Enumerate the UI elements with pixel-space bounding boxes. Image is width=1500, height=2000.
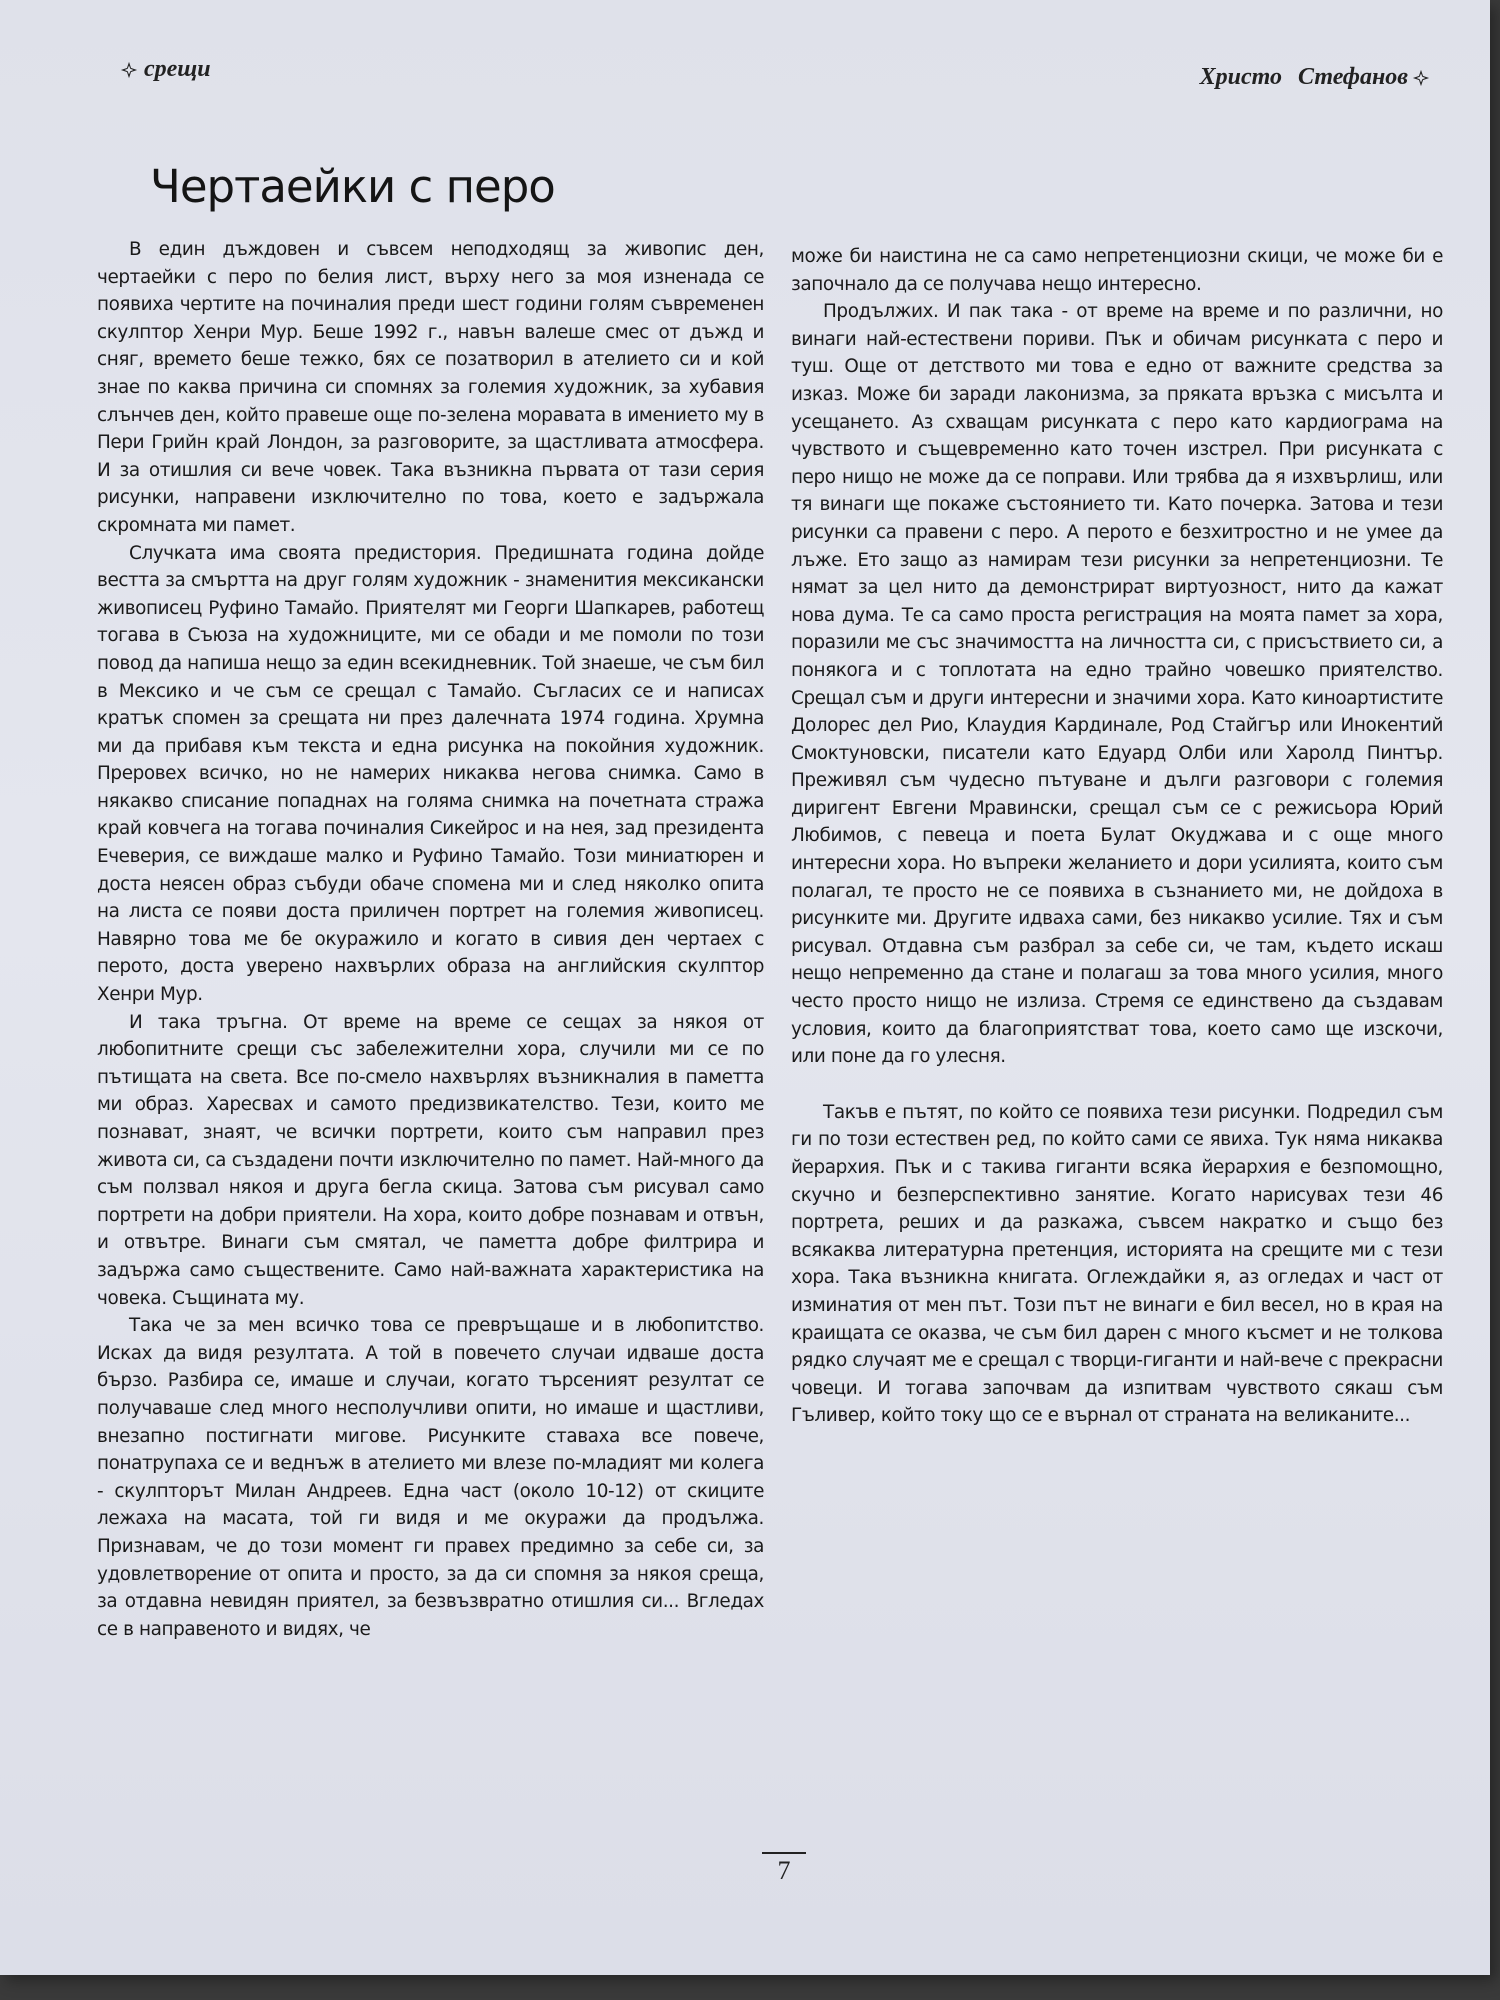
article-title: Чертаейки с перо (150, 160, 555, 213)
text-column-right (791, 243, 1443, 1430)
text-column-left (97, 236, 764, 1643)
section-label: срещи (144, 56, 211, 82)
running-header-author (1200, 64, 1430, 91)
paragraph: И така тръгна. От време на време се сещах за някоя от любопитните срещи със забележителни хора, случили ми се по пътищата на света. Все по-смело нахвърлях възникналия в паметта ми образ. Харесвах и самото предизвикателство. Тези, които ме познават, знаят, че всички портрети, които съм направил през живота си, са създадени почти изключително по памет. Най-много да съм ползвал някоя и друга бегла скица. Затова съм рисувал само портрети на добри приятели. На хора, които добре познавам и отвън, и отвътре. Винаги съм смятал, че паметта добре филтрира и задържа само съществените. Само най-важната характеристика на човека. Същината му. (97, 1011, 764, 1309)
diamond-ornament-icon (1412, 69, 1430, 87)
paragraph: В един дъждовен и съвсем неподходящ за живопис ден, чертаейки с перо по белия лист, върху него за моя изненада се появиха чертите на починалия преди шест години голям съвременен скулптор Хенри Мур. Беше 1992 г., навън валеше смес от дъжд и сняг, времето беше тежко, бях се позатворил в ателието си и кой знае по каква причина си спомнях за големия художник, за хубавия слънчев ден, който правеше още по-зелена моравата в имението му в Пери Грийн край Лондон, за разговорите, за щастливата атмосфера. И за отишлия си вече човек. Така възникна първата от тази серия рисунки, направени изключително по това, което е задържала скромната ми памет. (97, 239, 764, 536)
author-name: Христо Стефанов (1199, 64, 1408, 90)
paragraph: Случката има своята предистория. Предишната година дойде вестта за смъртта на друг голям художник - знаменития мексикански живописец Руфино Тамайо. Приятелят ми Георги Шапкарев, работещ тогава в Съюза на художниците, ми се обади и ме помоли по този повод да напиша нещо за един всекидневник. Той знаеше, че съм бил в Мексико и че съм се срещал с Тамайо. Съгласих се и написах кратък спомен за срещата ни през далечната 1974 година. Хрумна ми да прибавя към текста и една рисунка на покойния художник. Преровех всичко, но не намерих никаква негова снимка. Само в някакво списание попаднах на голяма снимка на почетната стража край ковчега на тогава починалия Сикейрос и на нея, зад президента Ечеверия, се виждаше малко и Руфино Тамайо. Този миниатюрен и доста неясен образ събуди обаче спомена ми и след няколко опита на листа се появи доста приличен портрет на големия живописец. Навярно това ме бе окуражило и когато в сивия ден чертаех с перото, доста уверено нахвърлих образа на английския скулптор Хенри Мур. (97, 542, 764, 1006)
diamond-ornament-icon (120, 61, 138, 79)
paragraph: Такъв е пътят, по който се появиха тези рисунки. Подредил съм ги по този естествен ред, по който сами се явиха. Тук няма никаква йерархия. Пък и с такива гиганти всяка йерархия е безпомощно, скучно и безперспективно занятие. Когато нарисувах тези 46 портрета, реших и да разкажа, съвсем накратко и също без всякаква литературна претенция, историята на срещите ми с тези хора. Така възникна книгата. Оглеждайки я, аз огледах и част от изминатия от мен път. Този път не винаги е бил весел, но в края на краищата се оказва, че съм бил дарен с много късмет и не толкова рядко случаят ме е срещал с творци-гиганти и най-вече с прекрасни човеци. И тогава започвам да изпитвам чувството сякаш съм Гъливер, който току що се е върнал от страната на великаните... (791, 1101, 1443, 1427)
paragraph: Продължих. И пак така - от време на време и по различни, но винаги най-естествени пориви. Пък и обичам рисунката с перо и туш. Още от детството ми това е едно от важните средства за изказ. Може би заради лаконизма, за пряката връзка с мисълта и усещането. Аз схващам рисунката с перо като кардиограма на чувството и същевременно като точен изстрел. При рисунката с перо нищо не може да се поправи. Или трябва да я изхвърлиш, или тя винаги ще покаже състоянието ти. Като почерка. Затова и тези рисунки са правени с перо. А перото е безхитростно и не умее да лъже. Ето защо аз намирам тези рисунки за непретенциозни. Те нямат за цел нито да демонстрират виртуозност, нито да кажат нова дума. Те са само проста регистрация на моята памет за хора, поразили ме със значимостта на личността си, с присъствието си, а понякога и с топлотата на едно трайно човешко приятелство. Срещал съм и други интересни и значими хора. Като киноартистите Долорес дел Рио, Клаудия Кардинале, Род Стайгър или Инокентий Смоктуновски, писатели като Едуард Олби или Харолд Пинтър. Преживял съм чудесно пътуване и дълги разговори с големия диригент Евгени Мравински, срещал съм се с режисьора Юрий Любимов, с певеца и поета Булат Окуджава и с още много интересни хора. Но въпреки желанието и дори усилията, които съм полагал, те просто не се появиха в съзнанието ми, не дойдоха в рисунките ми. Другите идваха сами, без никакво усилие. Тях и съм рисувал. Отдавна съм разбрал за себе си, че там, където искаш нещо непременно да стане и полагаш за това много усилия, много често просто нищо не излиза. Стремя се единствено да създавам условия, които да благоприятстват това, което само ще изскочи, или поне да го улесня. (791, 301, 1443, 1068)
page-number: 7 (762, 1852, 806, 1886)
running-header-section (120, 56, 211, 83)
paragraph: може би наистина не са само непретенциозни скици, че може би е започнало да се получава нещо интересно. (791, 246, 1443, 295)
paragraph: Така че за мен всичко това се превръщаше и в любопитство. Исках да видя резултата. А той в повечето случаи идваше доста бързо. Разбира се, имаше и случаи, когато търсеният резултат се получаваше след много несполучливи опити, но имаше и щастливи, внезапно постигнати мигове. Рисунките ставаха все повече, понатрупаха се и веднъж в ателието ми влезе по-младият ми колега - скулпторът Милан Андреев. Една част (около 10-12) от скиците лежаха на масата, той ги видя и ме окуражи да продължа. Признавам, че до този момент ги правех предимно за себе си, за удовлетворение от опита и просто, за да си спомня за някоя среща, за отдавна невидян приятел, за безвъзвратно отишлия си... Вгледах се в направеното и видях, че (97, 1315, 764, 1640)
